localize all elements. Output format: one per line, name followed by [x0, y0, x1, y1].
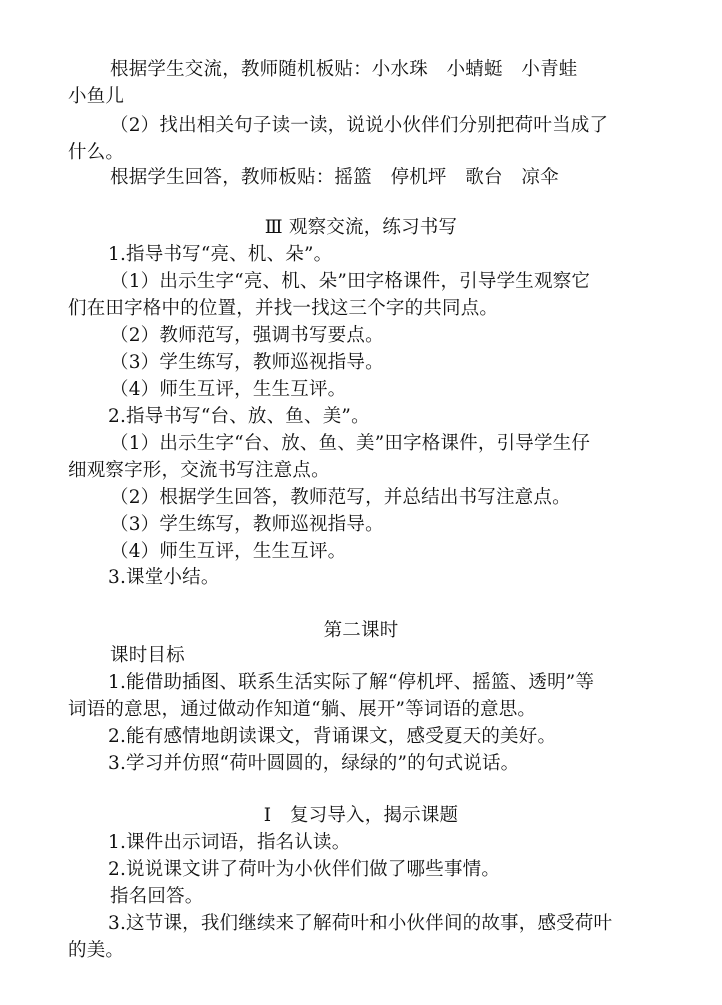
paragraph-line: （3）学生练写，教师巡视指导。 [110, 514, 384, 535]
section-heading: Ⅲ 观察交流，练习书写 [264, 217, 458, 238]
paragraph-line: 根据学生交流，教师随机板贴：小水珠 小蜻蜓 小青蛙 [110, 59, 578, 80]
subheading: 课时目标 [110, 645, 185, 666]
paragraph-line: 2.能有感情地朗读课文，背诵课文，感受夏天的美好。 [108, 726, 557, 747]
section-heading: Ⅰ 复习导入，揭示课题 [263, 805, 459, 826]
paragraph-line: 3.学习并仿照“荷叶圆圆的，绿绿的”的句式说话。 [108, 753, 520, 774]
paragraph-line: 们在田字格中的位置，并找一找这三个字的共同点。 [68, 298, 499, 319]
paragraph-line: （4）师生互评，生生互评。 [110, 379, 347, 400]
paragraph-line: 小鱼儿 [68, 86, 125, 107]
paragraph-line: （2）找出相关句子读一读，说说小伙伴们分别把荷叶当成了 [110, 115, 609, 136]
paragraph-line: 细观察字形，交流书写注意点。 [68, 460, 330, 481]
paragraph-line: （2）教师范写，强调书写要点。 [110, 325, 384, 346]
paragraph-line: （4）师生互评，生生互评。 [110, 541, 347, 562]
paragraph-line: 1.能借助插图、联系生活实际了解“停机坪、摇篮、透明”等 [108, 672, 595, 693]
paragraph-line: 3.课堂小结。 [108, 567, 220, 588]
paragraph-line: 3.这节课，我们继续来了解荷叶和小伙伴间的故事，感受荷叶 [108, 913, 613, 934]
paragraph-line: （1）出示生字“台、放、鱼、美”田字格课件，引导学生仔 [110, 433, 591, 454]
paragraph-line: 1.课件出示词语，指名认读。 [108, 832, 351, 853]
paragraph-line: （3）学生练写，教师巡视指导。 [110, 352, 384, 373]
paragraph-line: 1.指导书写“亮、机、朵”。 [108, 244, 333, 265]
paragraph-line: 什么。 [68, 142, 125, 163]
paragraph-line: 根据学生回答，教师板贴：摇篮 停机坪 歌台 凉伞 [110, 167, 559, 188]
paragraph-line: 指名回答。 [110, 886, 204, 907]
paragraph-line: 词语的意思，通过做动作知道“躺、展开”等词语的意思。 [68, 699, 537, 720]
paragraph-line: （1）出示生字“亮、机、朵”田字格课件，引导学生观察它 [110, 271, 591, 292]
lesson-heading: 第二课时 [323, 620, 399, 641]
paragraph-line: 2.说说课文讲了荷叶为小伙伴们做了哪些事情。 [108, 859, 501, 880]
paragraph-line: 的美。 [68, 940, 125, 961]
paragraph-line: （2）根据学生回答，教师范写，并总结出书写注意点。 [110, 487, 571, 508]
paragraph-line: 2.指导书写“台、放、鱼、美”。 [108, 406, 370, 427]
